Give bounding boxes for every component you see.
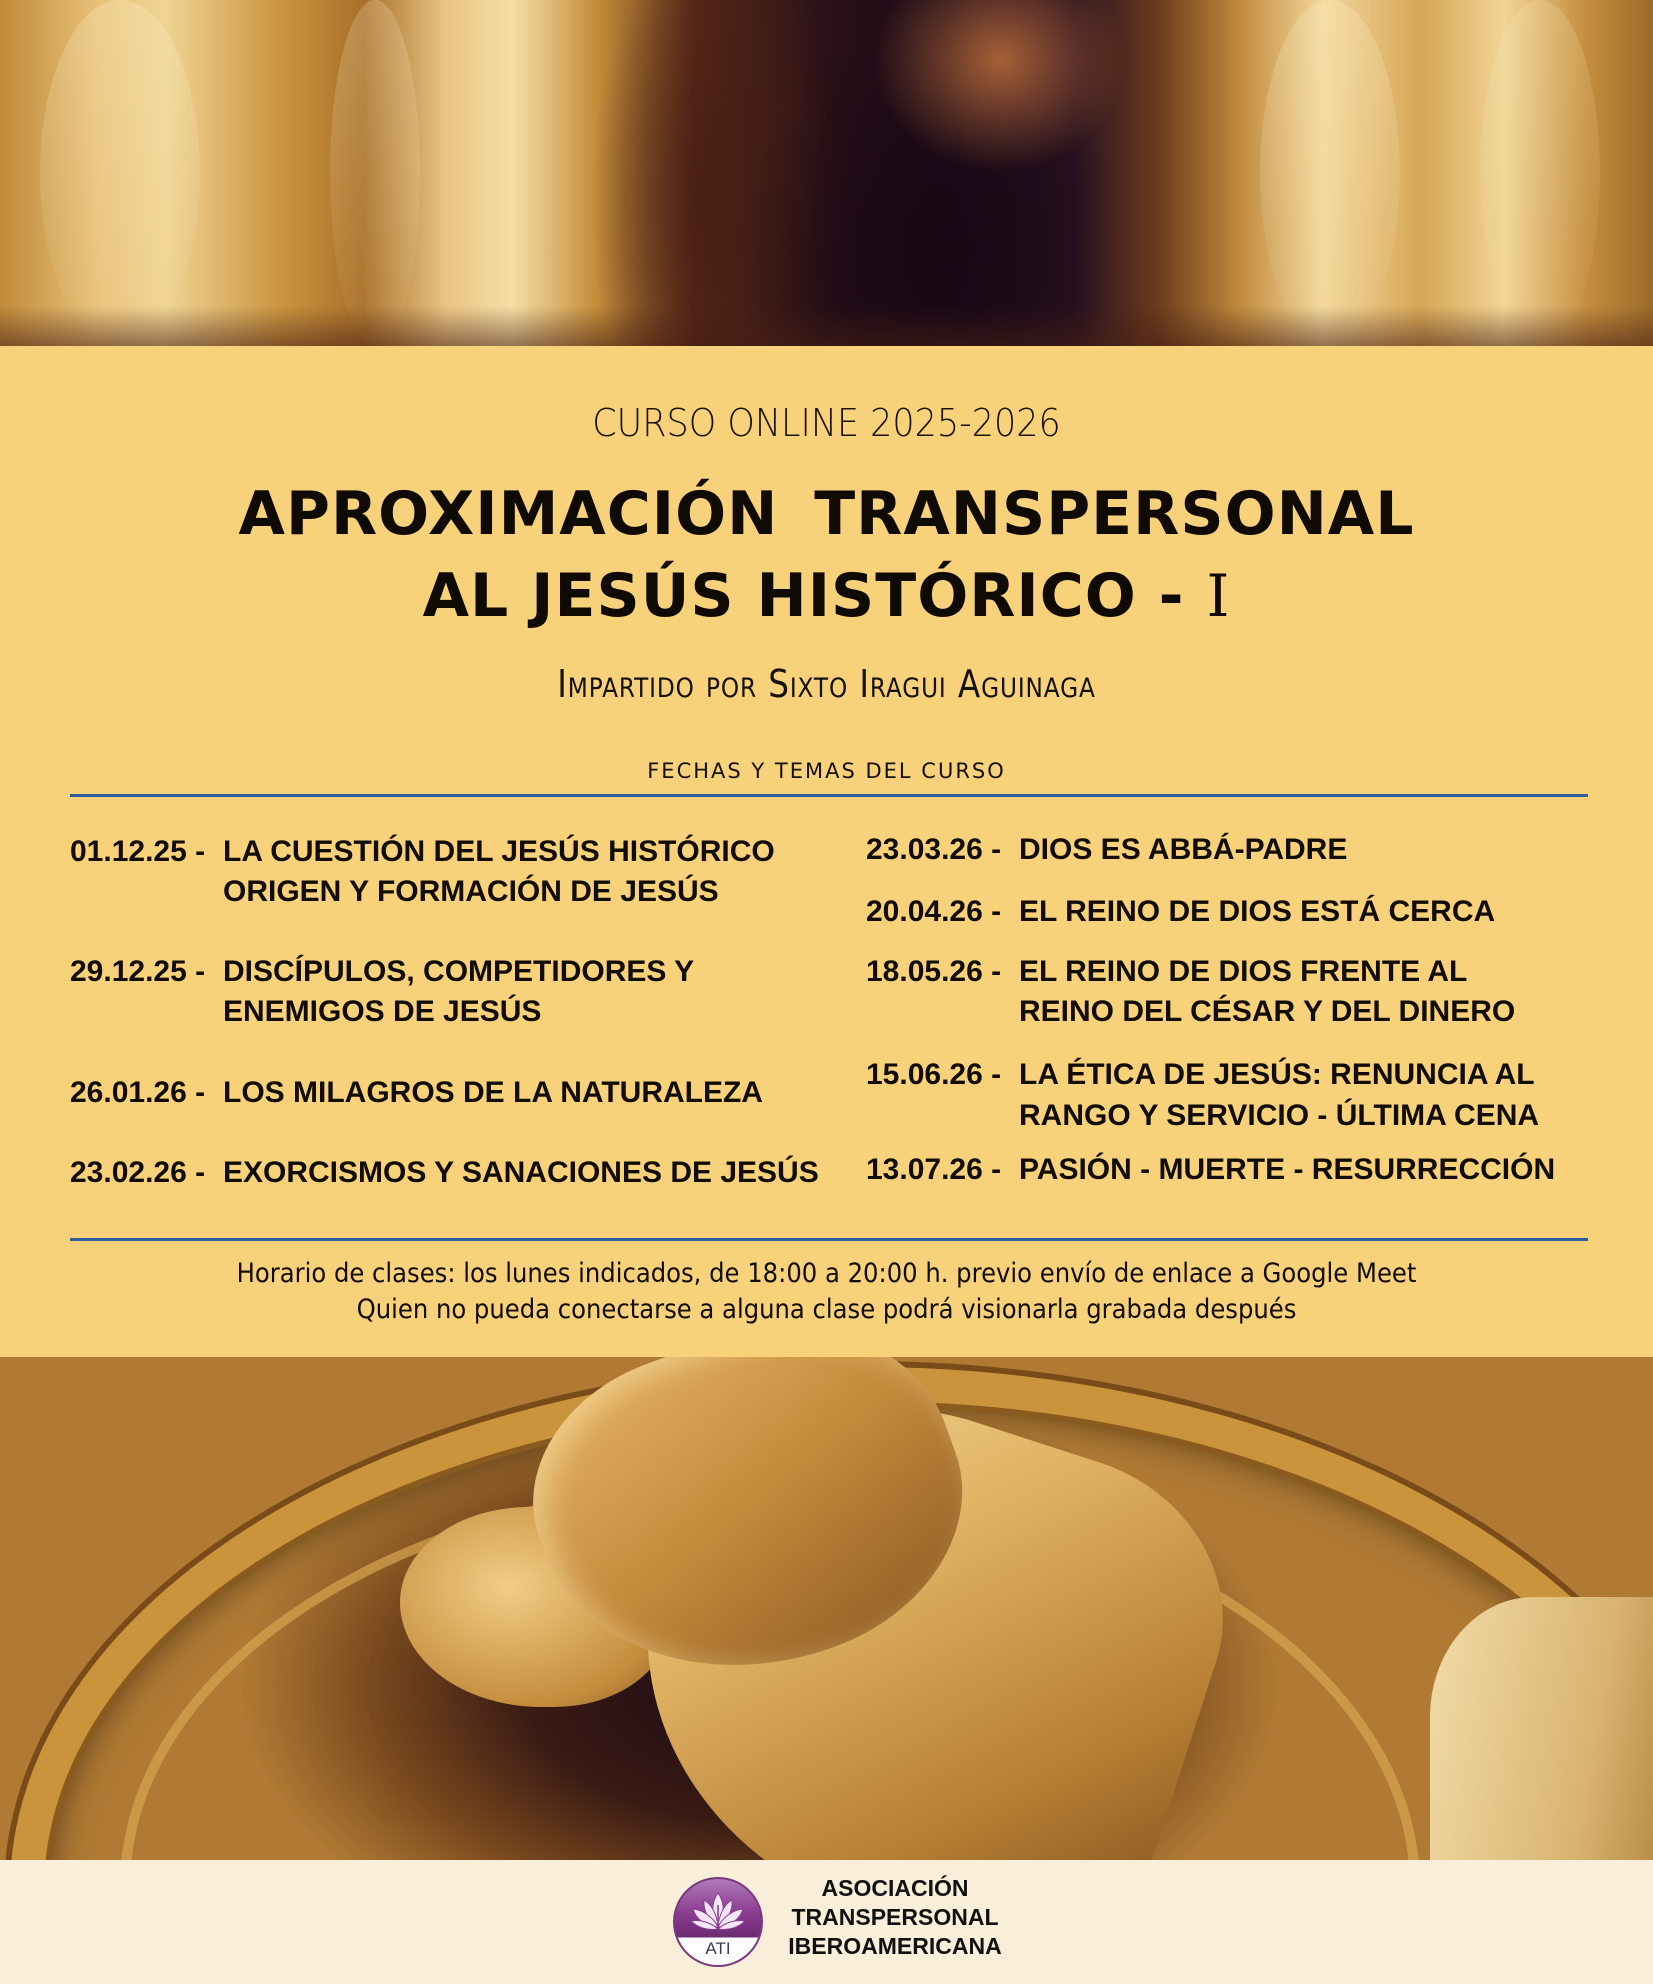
course-title-line1: APROXIMACIÓN TRANSPERSONAL [238,479,1415,549]
schedule-topic: EL REINO DE DIOS ESTÁ CERCA [1019,895,1496,928]
organization-name [775,1874,1015,1961]
schedule-date: 29.12.25 - [70,955,206,988]
schedule-date: 18.05.26 - [866,955,1002,988]
course-title-line2-text: AL JESÚS HISTÓRICO - [422,561,1185,631]
course-title-line2 [0,561,1653,631]
hero-image-top [0,0,1653,346]
org-line2: TRANSPERSONAL [791,1904,999,1930]
course-volume-numeral: I [1206,562,1231,630]
schedule-topic-cont: REINO DEL CÉSAR Y DEL DINERO [1019,995,1516,1028]
course-label: CURSO ONLINE 2025-2026 [592,401,1061,445]
schedule-date: 23.03.26 - [866,833,1002,866]
schedule-date: 01.12.25 - [70,835,206,868]
schedule-date: 20.04.26 - [866,895,1002,928]
org-line3: IBEROAMERICANA [788,1933,1002,1959]
recording-note: Quien no pueda conectarse a alguna clase podrá visionarla grabada después [356,1294,1297,1325]
divider-top [70,794,1588,797]
schedule-date: 23.02.26 - [70,1156,206,1189]
schedule-topic: LA CUESTIÓN DEL JESÚS HISTÓRICO [223,835,775,868]
logo-abbreviation: ATI [705,1939,731,1958]
org-line1: ASOCIACIÓN [821,1875,969,1901]
footer [0,1860,1653,1984]
schedule-topic-cont: ENEMIGOS DE JESÚS [223,995,542,1028]
schedule-topic: PASIÓN - MUERTE - RESURRECCIÓN [1019,1153,1556,1186]
schedule-date: 13.07.26 - [866,1153,1002,1186]
schedule-topic: LOS MILAGROS DE LA NATURALEZA [223,1076,763,1109]
schedule-note: Horario de clases: los lunes indicados, de 18:00 a 20:00 h. previo envío de enlace a Google Meet [236,1258,1417,1289]
schedule-topic-cont: RANGO Y SERVICIO - ÚLTIMA CENA [1019,1099,1540,1132]
schedule-section-title: FECHAS Y TEMAS DEL CURSO [647,759,1006,783]
course-info-panel [0,346,1653,1357]
schedule-topic: LA ÉTICA DE JESÚS: RENUNCIA AL [1019,1058,1535,1091]
schedule-date: 26.01.26 - [70,1076,206,1109]
schedule-topic: EXORCISMOS Y SANACIONES DE JESÚS [223,1156,819,1189]
ati-logo [673,1877,763,1967]
schedule-topic: DIOS ES ABBÁ-PADRE [1019,833,1348,866]
instructor-line: Impartido por Sixto Iragui Aguinaga [557,662,1096,706]
schedule-topic: DISCÍPULOS, COMPETIDORES Y [223,955,695,988]
schedule-date: 15.06.26 - [866,1058,1002,1091]
schedule-topic: EL REINO DE DIOS FRENTE AL [1019,955,1468,988]
lotus-icon [689,1891,747,1931]
hero-image-bottom [0,1357,1653,1860]
divider-bottom [70,1238,1588,1241]
schedule-topic-cont: ORIGEN Y FORMACIÓN DE JESÚS [223,875,719,908]
